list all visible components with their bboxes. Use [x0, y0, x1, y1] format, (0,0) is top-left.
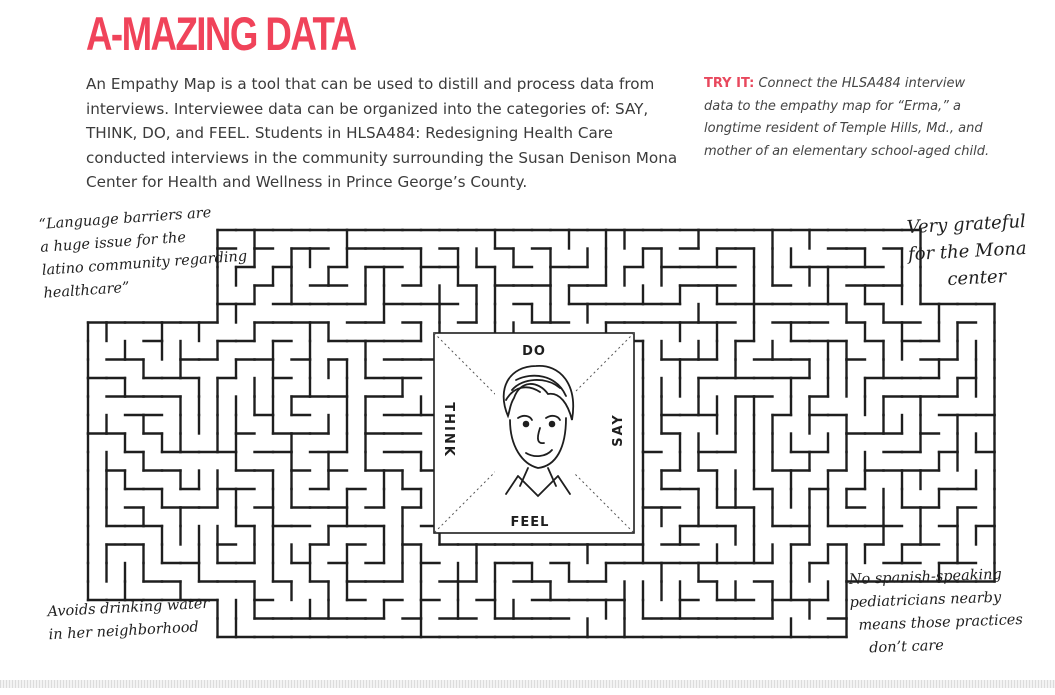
note-grateful [906, 208, 1029, 295]
note-line: center [946, 266, 1007, 291]
intro-paragraph: An Empathy Map is a tool that can be used to distill and process data from interviews. Interviewee data can be organized into the categories of: SAY, THINK, DO, and FEEL. Students in HLSA484: Redesigning Health Care conducted interviews in the community surrounding the Susan Denison Mona Center for Health and Wellness in Prince George’s County. [86, 75, 678, 191]
empathy-think-label: THINK [441, 402, 456, 458]
try-it-text: Connect the HLSA484 interview data to the empathy map for “Erma,” a longtime resident of Temple Hills, Md., and mother of an elementary school-aged child. [704, 76, 990, 159]
note-line: latino community regarding [41, 248, 248, 279]
empathy-feel-label: FEEL [510, 515, 550, 530]
note-line: healthcare” [43, 279, 130, 302]
empathy-say-label: SAY [611, 413, 626, 447]
note-line: means those practices [858, 611, 1024, 634]
note-line: “Language barriers are [38, 204, 212, 233]
note-line: for the Mona [907, 237, 1028, 266]
note-line: a huge issue for the [39, 229, 187, 256]
note-line: in her neighborhood [48, 619, 200, 644]
note-spanish-speaking [848, 563, 1024, 661]
footer-divider [0, 680, 1055, 688]
note-line: Very grateful [906, 210, 1027, 239]
note-drinking-water [47, 593, 211, 647]
note-line: pediatricians nearby [849, 589, 1002, 612]
try-it-label: TRY IT: [704, 76, 755, 91]
note-line: Avoids drinking water [47, 595, 210, 621]
note-line: No spanish-speaking [848, 566, 1003, 589]
empathy-do-label: DO [522, 344, 546, 359]
page-title: A-MAZING DATA [86, 7, 356, 60]
note-line: don’t care [868, 637, 945, 657]
note-language-barriers [38, 200, 250, 306]
